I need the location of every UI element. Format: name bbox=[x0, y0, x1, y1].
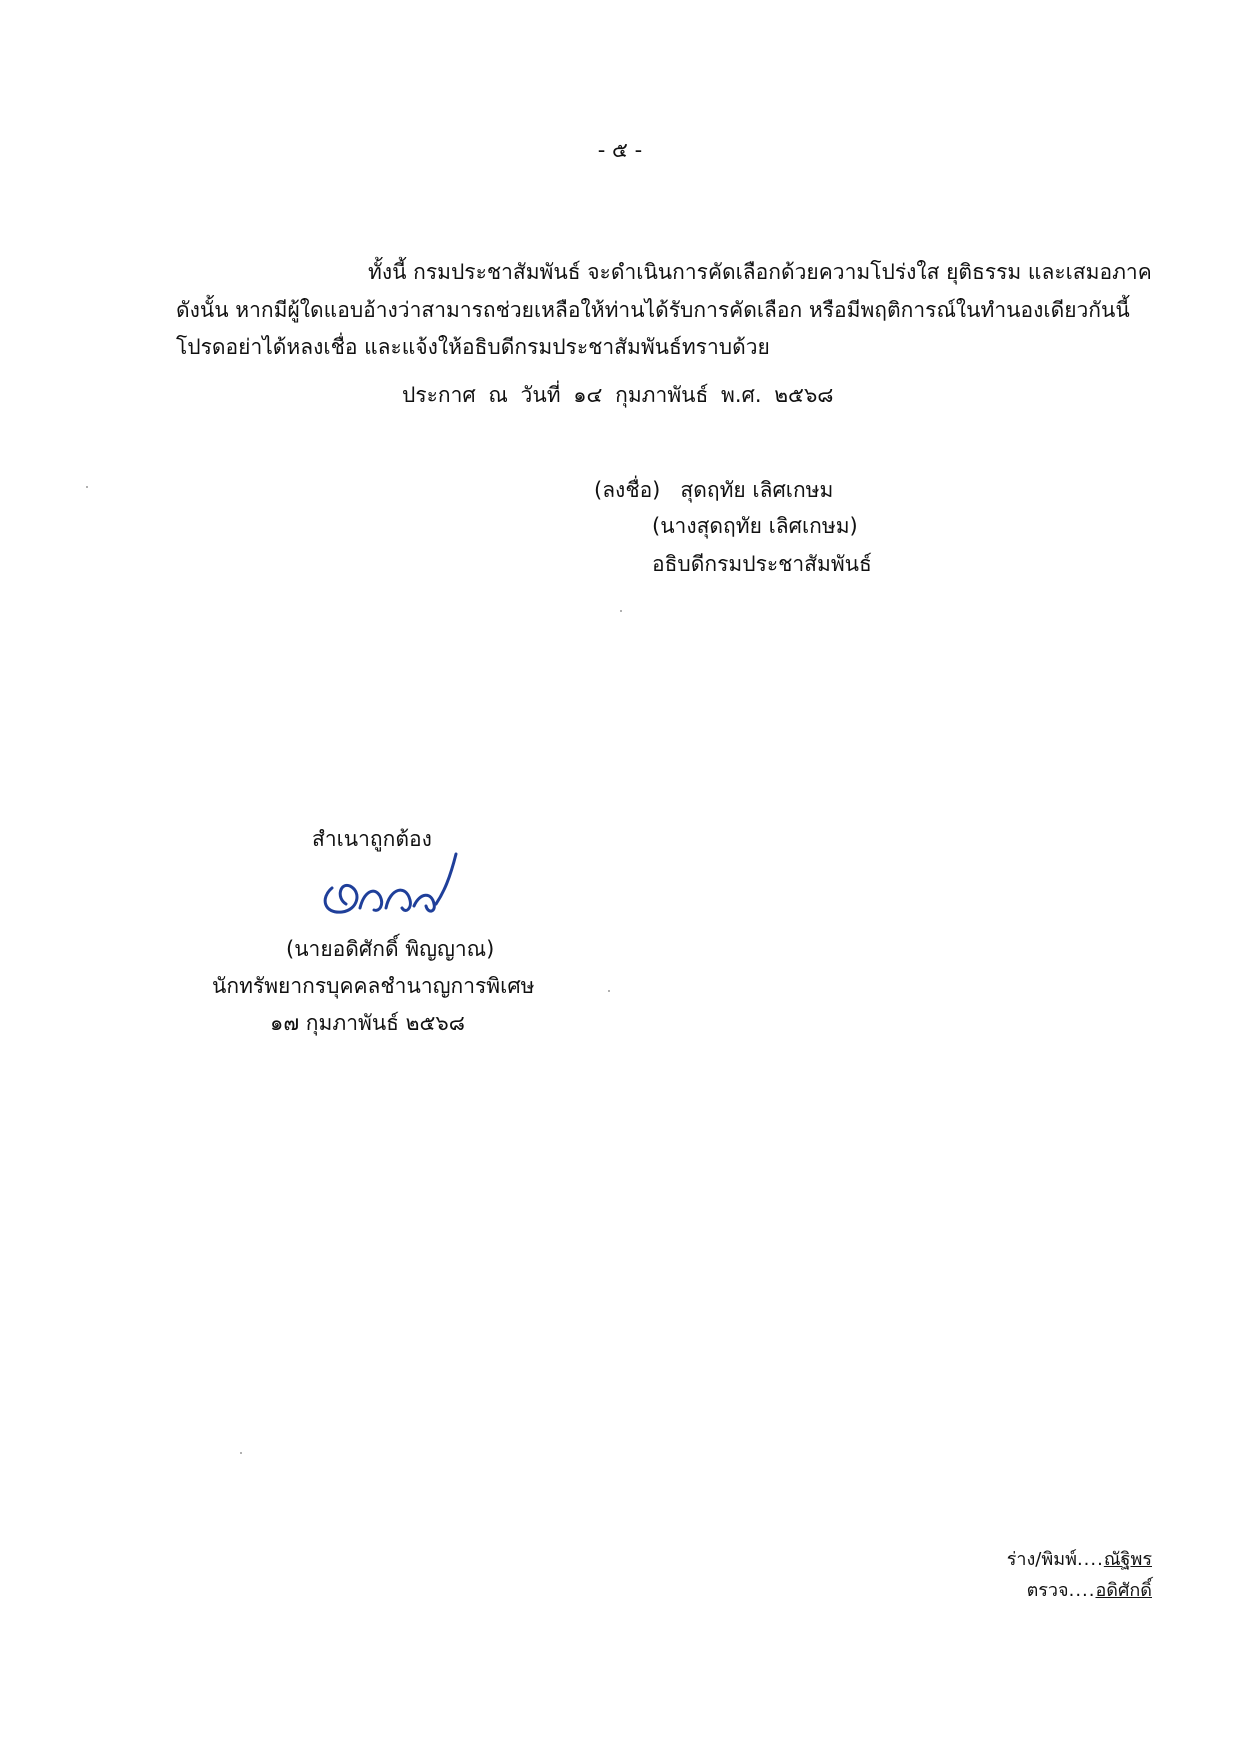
scan-speck bbox=[608, 990, 610, 992]
scan-speck bbox=[86, 486, 88, 488]
footer-check-value: อดิศักดิ์ bbox=[1095, 1580, 1152, 1601]
certified-copy-label: สำเนาถูกต้อง bbox=[312, 827, 432, 851]
scan-speck bbox=[240, 1452, 242, 1454]
announcement-date: ประกาศ ณ วันที่ ๑๔ กุมภาพันธ์ พ.ศ. ๒๕๖๘ bbox=[402, 383, 834, 407]
scan-speck bbox=[620, 610, 622, 612]
certifier-name: (นายอดิศักดิ์ พิญญาณ) bbox=[286, 937, 495, 961]
body-line-2: ดังนั้น หากมีผู้ใดแอบอ้างว่าสามารถช่วยเหลือให้ท่านได้รับการคัดเลือก หรือมีพฤติการณ์ในทำนองเดียวกันนี้ bbox=[176, 298, 1130, 322]
footer-check-dots: .... bbox=[1068, 1580, 1096, 1601]
signatory-signed-line: (ลงชื่อ) สุดฤทัย เลิศเกษม bbox=[594, 478, 834, 502]
footer-check-note bbox=[1027, 1575, 1152, 1604]
signatory-position: อธิบดีกรมประชาสัมพันธ์ bbox=[652, 552, 872, 576]
certified-date: ๑๗ กุมภาพันธ์ ๒๕๖๘ bbox=[270, 1011, 465, 1035]
footer-draft-note bbox=[1007, 1544, 1152, 1573]
certifier-position: นักทรัพยากรบุคคลชำนาญการพิเศษ bbox=[212, 974, 535, 998]
footer-draft-value: ณัฐิพร bbox=[1103, 1549, 1152, 1570]
body-line-1: ทั้งนี้ กรมประชาสัมพันธ์ จะดำเนินการคัดเลือกด้วยความโปร่งใส ยุติธรรม และเสมอภาค bbox=[368, 260, 1152, 284]
footer-check-label: ตรวจ bbox=[1026, 1580, 1069, 1601]
footer-draft-label: ร่าง/พิมพ์ bbox=[1006, 1549, 1077, 1570]
handwritten-signature bbox=[310, 848, 470, 924]
footer-draft-dots: .... bbox=[1076, 1549, 1104, 1570]
signatory-name: (นางสุดฤทัย เลิศเกษม) bbox=[652, 514, 858, 538]
body-line-3: โปรดอย่าได้หลงเชื่อ และแจ้งให้อธิบดีกรมประชาสัมพันธ์ทราบด้วย bbox=[176, 335, 770, 359]
page-number: - ๕ - bbox=[597, 138, 643, 162]
